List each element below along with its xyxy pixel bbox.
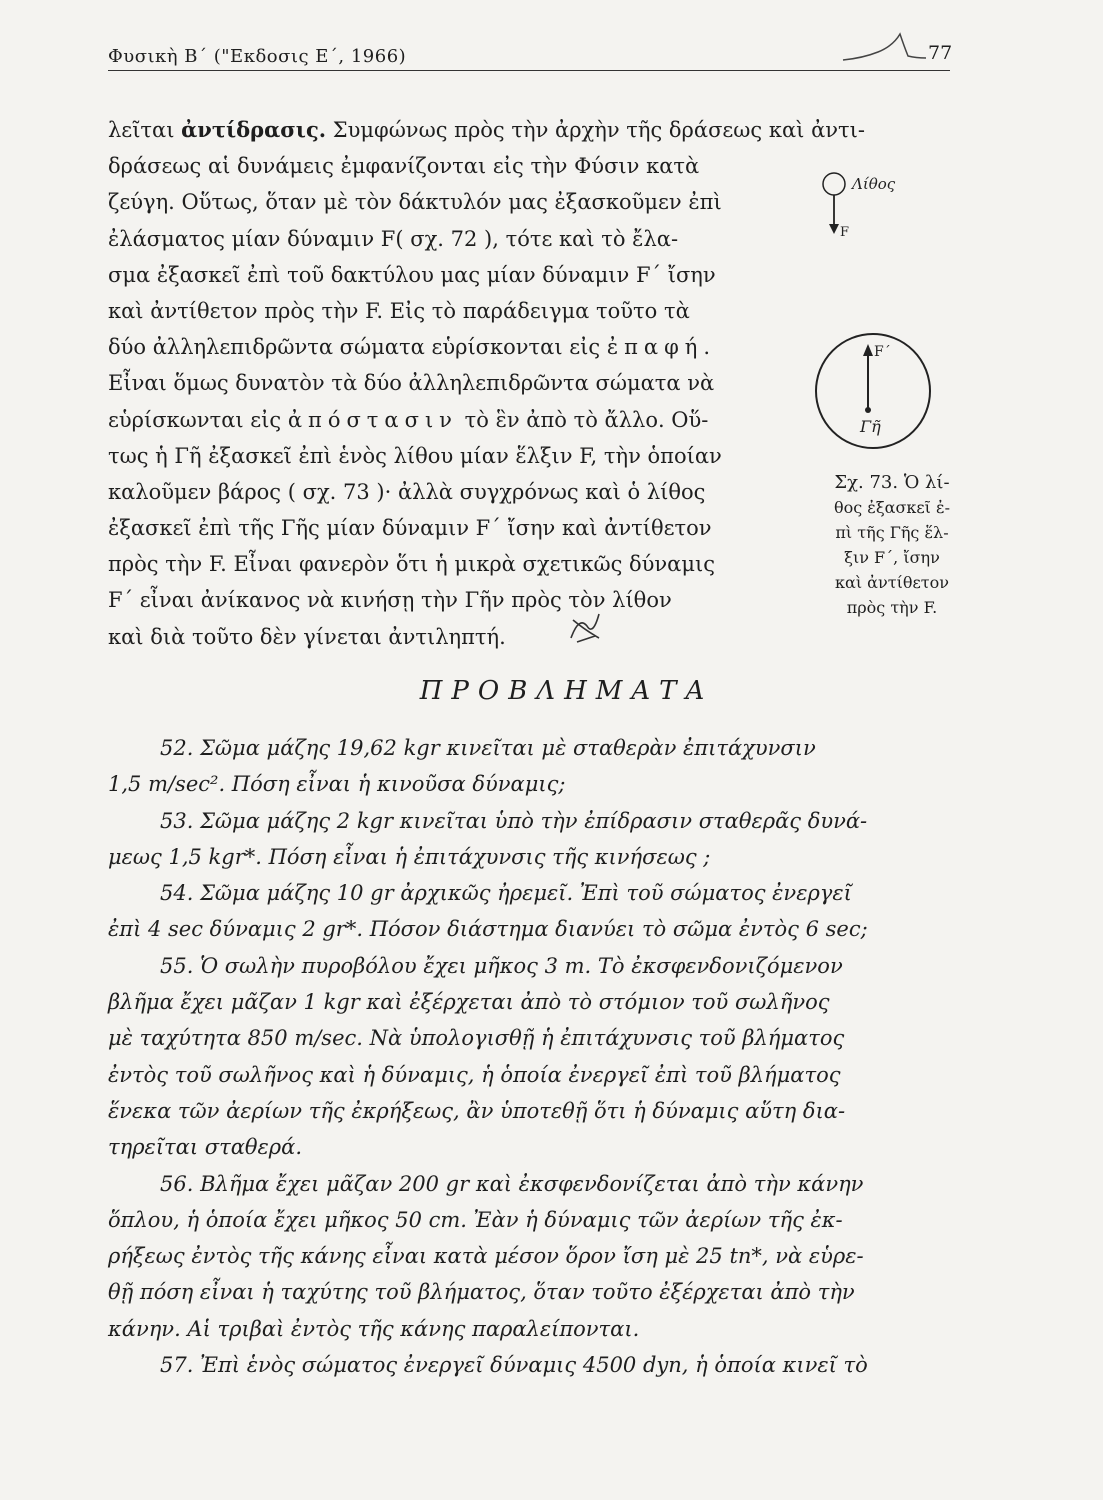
running-title: Φυσικὴ Β΄ ("Εκδοσις Ε΄, 1966) <box>108 46 407 67</box>
figure-72 <box>818 168 918 248</box>
page-number: 77 <box>928 42 953 64</box>
problems-list <box>108 730 968 1383</box>
text-line: πρὸς τὴν F. Εἶναι φανερὸν ὅτι ἡ μικρὰ σχετικῶς δύναμις <box>108 552 716 577</box>
problem-line: θῇ πόση εἶναι ἡ ταχύτης τοῦ βλήματος, ὅταν τοῦτο ἐξέρχεται ἀπὸ τὴν <box>108 1280 855 1305</box>
problem-line: βλῆμα ἔχει μᾶζαν 1 kgr καὶ ἐξέρχεται ἀπὸ τὸ στόμιον τοῦ σωλῆνος <box>108 990 830 1015</box>
problem-line: 56. Βλῆμα ἔχει μᾶζαν 200 gr καὶ ἐκσφενδονίζεται ἀπὸ τὴν κάνην <box>160 1171 864 1196</box>
problem-line: ἕνεκα τῶν ἀερίων τῆς ἐκρήξεως, ἂν ὑποτεθῇ ὅτι ἡ δύναμις αὕτη δια- <box>108 1098 846 1123</box>
problem-line: ὅπλου, ἡ ὁποία ἔχει μῆκος 50 cm. Ἐὰν ἡ δύναμις τῶν ἀερίων τῆς ἐκ- <box>108 1207 843 1232</box>
text-line: ἐξασκεῖ ἐπὶ τῆς Γῆς μίαν δύναμιν F΄ ἴσην καὶ ἀντίθετον <box>108 516 712 541</box>
problem-line: μὲ ταχύτητα 850 m/sec. Νὰ ὑπολογισθῇ ἡ ἐπιτάχυνσις τοῦ βλήματος <box>108 1026 845 1051</box>
problem-line: ρήξεως ἐντὸς τῆς κάνης εἶναι κατὰ μέσον ὅρον ἴση μὲ 25 tn*, νὰ εὑρε- <box>108 1244 864 1269</box>
problem-line: 52. Σῶμα μάζης 19,62 kgr κινεῖται μὲ σταθερὰν ἐπιτάχυνσιν <box>160 736 816 760</box>
text-line: δράσεως αἱ δυνάμεις ἐμφανίζονται εἰς τὴν Φύσιν κατὰ <box>108 154 700 179</box>
problem-line: 57. Ἐπὶ ἑνὸς σώματος ἐνεργεῖ δύναμις 4500 dyn, ἡ ὁποία κινεῖ τὸ <box>160 1353 868 1378</box>
text-line: καὶ διὰ τοῦτο δὲν γίνεται ἀντιληπτή. <box>108 624 506 649</box>
problems-heading: ΠΡΟΒΛΗΜΑΤΑ <box>419 676 714 706</box>
problem-line: μεως 1,5 kgr*. Πόση εἶναι ἡ ἐπιτάχυνσις τῆς κινήσεως ; <box>108 844 711 869</box>
problem-line: 55. Ὁ σωλὴν πυροβόλου ἔχει μῆκος 3 m. Τὸ ἐκσφενδονιζόμενον <box>160 953 843 978</box>
page-header <box>108 42 968 76</box>
text-line: ζεύγη. Οὕτως, ὅταν μὲ τὸν δάκτυλόν μας ἐξασκοῦμεν ἐπὶ <box>108 190 722 215</box>
figure-73 <box>808 326 938 456</box>
caption-line: καὶ ἀντίθετον <box>835 573 949 592</box>
text-line: λεῖται ἀντίδρασις. Συμφώνως πρὸς τὴν ἀρχὴν τῆς δράσεως καὶ ἀντι- <box>108 117 865 142</box>
earth-label: Γῆ <box>860 417 881 436</box>
problem-line: 54. Σῶμα μάζης 10 gr ἀρχικῶς ἠρεμεῖ. Ἐπὶ τοῦ σώματος ἐνεργεῖ <box>160 881 852 906</box>
header-rule <box>108 70 950 71</box>
text-line: καὶ ἀντίθετον πρὸς τὴν F. Εἰς τὸ παράδειγμα τοῦτο τὰ <box>108 298 690 323</box>
caption-line: Σχ. 73. Ὁ λί- <box>834 472 950 493</box>
problem-line: κάνην. Αἱ τριβαὶ ἐντὸς τῆς κάνης παραλείπονται. <box>108 1316 640 1341</box>
force-label: F΄ <box>874 344 891 360</box>
problem-line: ἐντὸς τοῦ σωλῆνος καὶ ἡ δύναμις, ἡ ὁποία ἐνεργεῖ ἐπὶ τοῦ βλήματος <box>108 1062 841 1087</box>
text-line: τως ἡ Γῆ ἐξασκεῖ ἐπὶ ἑνὸς λίθου μίαν ἕλξιν F, τὴν ὁποίαν <box>108 443 722 468</box>
text-line: F΄ εἶναι ἀνίκανος νὰ κινήσῃ τὴν Γῆν πρὸς τὸν λίθον <box>108 588 672 613</box>
force-arrow-icon <box>829 224 839 234</box>
figure-73-caption <box>812 470 972 620</box>
force-arrow-icon <box>863 344 873 356</box>
text-line: ἐλάσματος μίαν δύναμιν F( σχ. 72 ), τότε καὶ τὸ ἔλα- <box>108 226 679 251</box>
earth-center-dot <box>865 407 871 413</box>
pencil-mark-icon <box>838 28 928 68</box>
problem-line: τηρεῖται σταθερά. <box>108 1135 303 1160</box>
text-line: δύο ἀλληλεπιδρῶντα σώματα εὑρίσκονται εἰς ἐπαφή. <box>108 335 711 360</box>
handwritten-mark-icon <box>565 608 605 648</box>
caption-line: πρὸς τὴν F. <box>846 598 938 617</box>
stone-label: Λίθος <box>852 175 896 193</box>
body-text <box>108 112 865 655</box>
caption-line: ξιν F΄, ἴσην <box>844 548 940 567</box>
stone-circle <box>823 173 845 195</box>
text-line: καλοῦμεν βάρος ( σχ. 73 )· ἀλλὰ συγχρόνως καὶ ὁ λίθος <box>108 479 706 504</box>
text-line: σμα ἐξασκεῖ ἐπὶ τοῦ δακτύλου μας μίαν δύναμιν F΄ ἴσην <box>108 262 716 287</box>
text-line: Εἶναι ὅμως δυνατὸν τὰ δύο ἀλληλεπιδρῶντα σώματα νὰ <box>108 371 715 396</box>
text-line: εὑρίσκωνται εἰς ἀπόστασιν τὸ ἓν ἀπὸ τὸ ἄλλο. Οὕ- <box>108 407 709 432</box>
problem-line: 53. Σῶμα μάζης 2 kgr κινεῖται ὑπὸ τὴν ἐπίδρασιν σταθερᾶς δυνά- <box>160 808 868 833</box>
caption-line: πὶ τῆς Γῆς ἕλ- <box>835 523 949 542</box>
problem-line: ἐπὶ 4 sec δύναμις 2 gr*. Πόσον διάστημα διανύει τὸ σῶμα ἐντὸς 6 sec; <box>108 917 868 942</box>
force-label: F <box>840 225 850 240</box>
caption-line: θος ἐξασκεῖ ἐ- <box>833 498 951 517</box>
problem-line: 1,5 m/sec². Πόση εἶναι ἡ κινοῦσα δύναμις; <box>108 772 566 797</box>
